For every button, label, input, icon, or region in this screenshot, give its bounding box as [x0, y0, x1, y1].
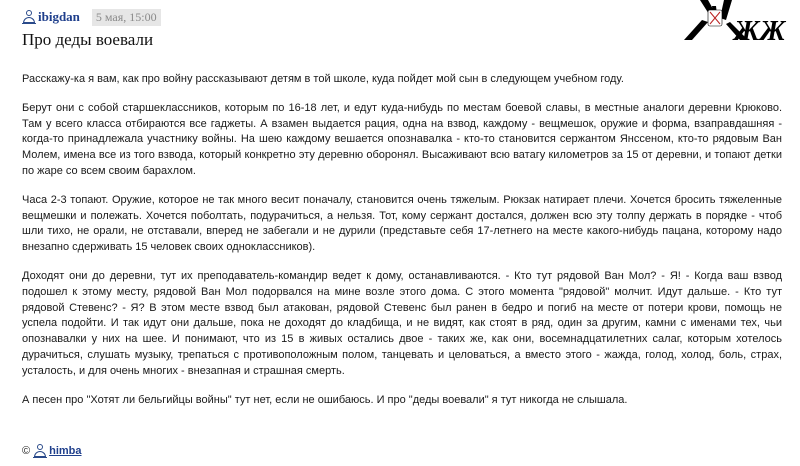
post-header	[22, 8, 161, 26]
logo-text: ЖЖ	[734, 16, 786, 47]
user-icon[interactable]	[33, 444, 47, 458]
livejournal-logo-icon[interactable]	[678, 0, 786, 47]
paragraph: Берут они с собой старшеклассников, которым по 16-18 лет, и едут куда-нибудь по местам боевой славы, в местные аналоги деревни Крюково. Там у всего класса отбираются все гаджеты. А взамен выдается рация, одна на взвод, каждому - вещмешок, оружие и форма, взаправдашняя - когда-то принадлежала участнику войны. На шею каждому вешается опознавалка - кто-то становится сержантом Янссеном, кто-то рядовым Ван Молем, имена все из того взвода, который конкретно эту деревню оборонял. Высаживают всю ватагу километров за 15 от деревни, и топают детки по жаре со всем своим барахлом.	[22, 101, 782, 177]
credit	[22, 444, 82, 458]
paragraph: Расскажу-ка я вам, как про войну рассказывают детям в той школе, куда пойдет мой сын в следующем учебном году.	[22, 73, 624, 85]
post-date: 5 мая, 15:00	[92, 9, 161, 26]
copyright-symbol: ©	[22, 445, 31, 457]
author-link[interactable]: ibigdan	[38, 9, 80, 24]
paragraph: Доходят они до деревни, тут их преподаватель-командир ведет к дому, останавливаются. - Кто тут рядовой Ван Мол? - Я! - Когда ваш взвод подошел к этому месту, рядовой Ван Мол подорвался на мине возле этого дома. С этого момента "рядовой" молчит. Идут дальше. - Кто тут рядовой Стевенс? - Я? В этом месте взвод был атакован, рядовой Стевенс был ранен в бедро и погиб на месте от потери крови, помощь не успела подойти. И так идут они дальше, пока не доходят до кладбища, и не видят, как стоят в ряд, один за другим, камни с именами тех, чьи опознавалки у них на шее. И понимают, что из 15 в живых остались двое - таких же, как они, восемнадцатилетних салаг, которым хотелось дурачиться, слушать музыку, трепаться с противоположным полом, танцевать и целоваться, а вместо этого - жажда, голод, холод, боль, страх, усталость, и для очень многих - внезапная и страшная смерть.	[22, 269, 782, 377]
post-title: Про деды воевали	[22, 30, 154, 49]
paragraph: А песен про "Хотят ли бельгийцы войны" тут нет, если не ошибаюсь. И про "деды воевали" я тут никогда не слышала.	[22, 393, 628, 406]
paragraph: Часа 2-3 топают. Оружие, которое не так много весит поначалу, становится очень тяжелым. Рюкзак натирает плечи. Хочется бросить тяжеленные вещмешки и полежать. Хочется поболтать, подурачиться, а нельзя. Тот, кому сержант достался, должен всю эту толпу держать в порядке - чтоб шли тихо, не орали, не отставали, вперед не забегали и не дурили (представьте себя 17-летнего на месте какого-нибудь пацана, которому надо внезапно сдерживать 15 человек своих одноклассников).	[22, 193, 782, 254]
user-icon[interactable]	[22, 10, 36, 24]
post-body	[22, 72, 782, 421]
credit-author-link[interactable]: himba	[49, 445, 82, 457]
